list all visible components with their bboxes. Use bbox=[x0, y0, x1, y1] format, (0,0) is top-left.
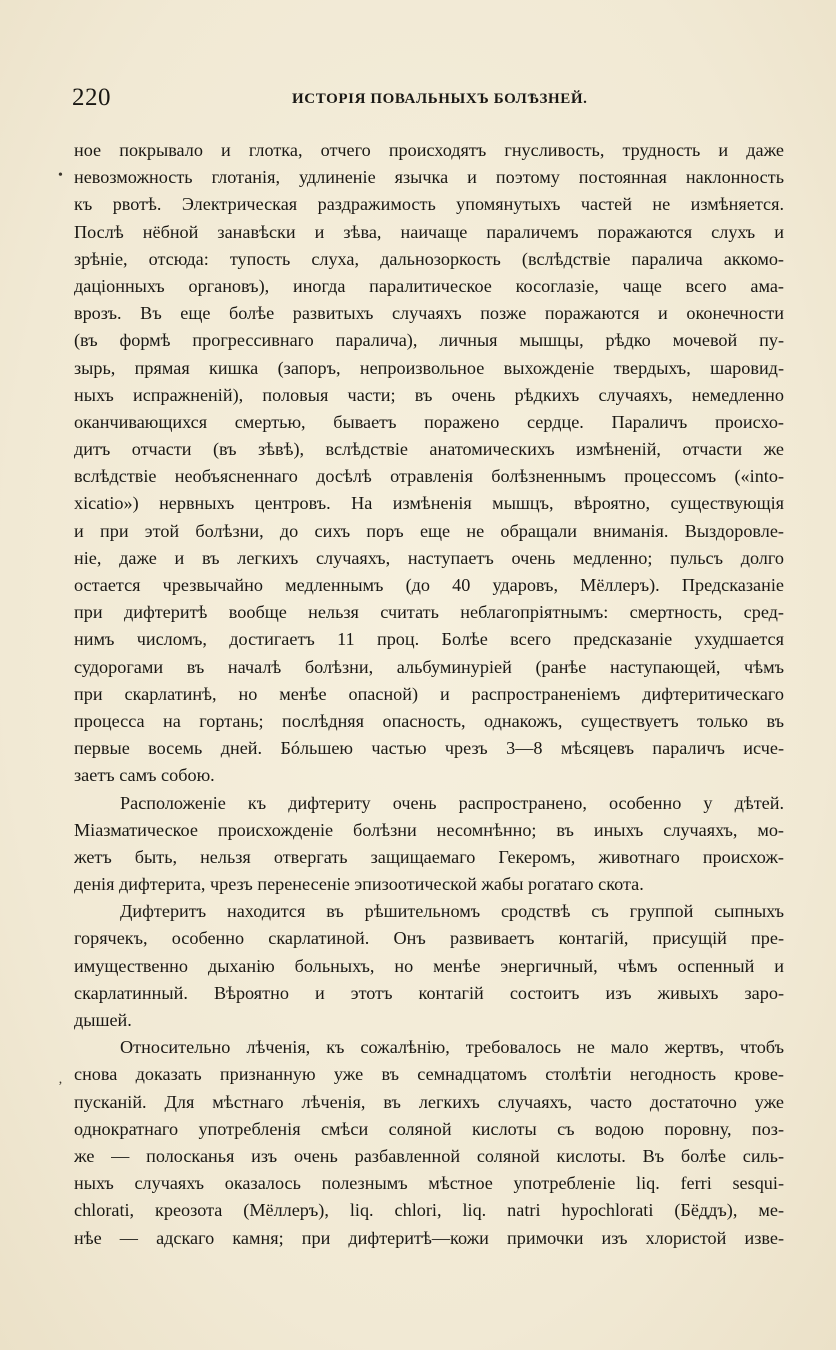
text-line: зырь, прямая кишка (запоръ, непроизвольное выхожденіе твердыхъ, шаровид- bbox=[74, 357, 784, 378]
text-line: ныхъ испражненій), половыя части; въ очень рѣдкихъ случаяхъ, немедленно bbox=[74, 384, 784, 405]
text-line: остается чрезвычайно медленнымъ (до 40 ударовъ, Мёллеръ). Предсказаніе bbox=[74, 575, 784, 595]
text-line: же — полосканья изъ очень разбавленной соляной кислоты. Въ болѣе силь- bbox=[74, 1145, 784, 1166]
text-line: Міазматическое происхожденіе болѣзни несомнѣнно; въ иныхъ случаяхъ, мо- bbox=[74, 819, 784, 840]
text-line: ныхъ случаяхъ оказалось полезнымъ мѣстное употребленіе liq. ferri sesqui- bbox=[74, 1173, 784, 1194]
text-line: дитъ отчасти (въ зѣвѣ), вслѣдствіе анатомическихъ измѣненій, отчасти же bbox=[74, 439, 784, 460]
text-line: ніе, даже и въ легкихъ случаяхъ, наступаетъ очень медленно; пульсъ долго bbox=[74, 547, 784, 568]
text-line: заетъ самъ собою. bbox=[74, 765, 215, 786]
text-line: при дифтеритѣ вообще нельзя считать неблагопріятнымъ: смертность, сред- bbox=[74, 602, 784, 623]
text-line: дышей. bbox=[74, 1010, 132, 1030]
text-line: снова доказать признанную уже въ семнадцатомъ столѣтіи негодность крове- bbox=[74, 1064, 784, 1085]
text-line: вслѣдствіе необъясненнаго досѣлѣ отравленія болѣзненнымъ процессомъ («into- bbox=[74, 466, 784, 487]
text-line: Относительно лѣченія, къ сожалѣнію, требовалось не мало жертвъ, чтобъ bbox=[120, 1037, 784, 1058]
paragraph-3 bbox=[74, 898, 784, 1034]
text-line: нимъ числомъ, достигаетъ 11 проц. Болѣе всего предсказаніе ухудшается bbox=[74, 629, 784, 650]
text-line: зрѣніе, отсюда: тупость слуха, дальнозоркость (вслѣдствіе паралича аккомо- bbox=[74, 248, 784, 269]
text-line: врозъ. Въ еще болѣе развитыхъ случаяхъ позже поражаются и оконечности bbox=[74, 303, 784, 324]
text-line: при скарлатинѣ, но менѣе опасной) и распространеніемъ дифтеритическаго bbox=[74, 683, 784, 704]
running-title: ИСТОРІЯ ПОВАЛЬНЫХЪ БОЛѢЗНЕЙ. bbox=[292, 91, 588, 107]
text-line: судорогами въ началѣ болѣзни, альбуминуріей (ранѣе наступающей, чѣмъ bbox=[74, 656, 784, 677]
text-line: пусканій. Для мѣстнаго лѣченія, въ легкихъ случаяхъ, часто достаточно уже bbox=[74, 1091, 784, 1112]
text-line: chlorati, креозота (Мёллеръ), liq. chlori, liq. natri hypochlorati (Бёддъ), ме- bbox=[74, 1200, 784, 1221]
page-number: 220 bbox=[72, 84, 111, 111]
text-line: Расположеніе къ дифтериту очень распространено, особенно у дѣтей. bbox=[120, 792, 784, 813]
text-line: горячекъ, особенно скарлатиной. Онъ развиваетъ контагій, присущій пре- bbox=[74, 928, 784, 949]
text-line: процесса на гортань; послѣдняя опасность, однакожъ, существуетъ только въ bbox=[74, 710, 784, 731]
paragraph-4 bbox=[74, 1034, 784, 1252]
margin-mark: • bbox=[58, 168, 63, 183]
text-line: xicatio») нервныхъ центровъ. На измѣненія мышцъ, вѣроятно, существующія bbox=[74, 493, 784, 514]
paragraph-2 bbox=[74, 790, 784, 899]
text-line: имущественно дыханію больныхъ, но менѣе энергичный, чѣмъ оспенный и bbox=[74, 955, 784, 976]
text-line: жетъ быть, нельзя отвергать защищаемаго Гекеромъ, животнаго происхож- bbox=[74, 846, 784, 867]
text-line: денія дифтерита, чрезъ перенесеніе эпизоотической жабы рогатаго скота. bbox=[74, 874, 644, 895]
text-line: Дифтеритъ находится въ рѣшительномъ сродствѣ съ группой сыпныхъ bbox=[120, 901, 784, 922]
text-line: невозможность глотанія, удлиненіе язычка и поэтому постоянная наклонность bbox=[74, 167, 784, 188]
text-line: Послѣ нёбной занавѣски и зѣва, наичаще параличемъ поражаются слухъ и bbox=[74, 221, 784, 242]
text-line: скарлатинный. Вѣроятно и этотъ контагій состоитъ изъ живыхъ заро- bbox=[74, 982, 784, 1003]
text-line: нѣе — адскаго камня; при дифтеритѣ—кожи примочки изъ хлористой изве- bbox=[74, 1227, 784, 1248]
text-line: и при этой болѣзни, до сихъ поръ еще не обращали вниманія. Выздоровле- bbox=[74, 520, 784, 541]
text-line: (въ формѣ прогрессивнаго паралича), личныя мышцы, рѣдко мочевой пу- bbox=[74, 330, 784, 351]
text-line: первые восемь дней. Бóльшею частью чрезъ 3—8 мѣсяцевъ параличъ исче- bbox=[74, 738, 784, 759]
page-header bbox=[72, 84, 772, 118]
text-line: однократнаго употребленія смѣси соляной кислоты съ водою поровну, поз- bbox=[74, 1118, 784, 1139]
paragraph-1 bbox=[74, 137, 784, 790]
body-text bbox=[74, 137, 784, 1252]
text-line: оканчивающихся смертью, бываетъ поражено сердце. Параличъ происхо- bbox=[74, 411, 784, 432]
text-line: даціонныхъ органовъ), иногда паралитическое косоглазіе, чаще всего ама- bbox=[74, 275, 784, 296]
margin-mark: ‚ bbox=[58, 1072, 63, 1087]
text-line: ное покрывало и глотка, отчего происходятъ гнусливость, трудность и даже bbox=[74, 140, 784, 160]
text-line: къ рвотѣ. Электрическая раздражимость упомянутыхъ частей не измѣняется. bbox=[74, 194, 784, 215]
